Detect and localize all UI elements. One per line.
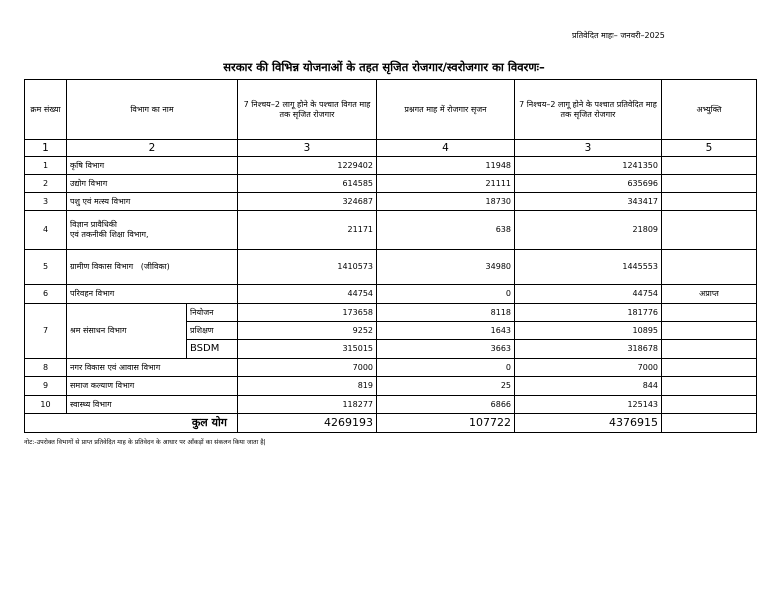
- month-cell: 0: [377, 285, 515, 304]
- department-cell: ग्रामीण विकास विभाग (जीविका): [67, 250, 238, 285]
- prev-cell: 1410573: [238, 250, 377, 285]
- remark-cell: [662, 211, 757, 250]
- department-cell: श्रम संसाधन विभाग: [67, 304, 187, 359]
- month-cell: 638: [377, 211, 515, 250]
- month-cell: 21111: [377, 175, 515, 193]
- total-cell: 44754: [515, 285, 662, 304]
- serial-cell: 3: [25, 193, 67, 211]
- prev-cell: 324687: [238, 193, 377, 211]
- total-cell: 10895: [515, 322, 662, 340]
- month-cell: 11948: [377, 157, 515, 175]
- total-cell: 7000: [515, 359, 662, 377]
- remark-cell: [662, 193, 757, 211]
- department-cell: उद्योग विभाग: [67, 175, 238, 193]
- month-cell: 34980: [377, 250, 515, 285]
- sub-scheme-cell: प्रशिक्षण: [187, 322, 238, 340]
- serial-cell: 6: [25, 285, 67, 304]
- remark-cell: अप्राप्त: [662, 285, 757, 304]
- prev-cell: 7000: [238, 359, 377, 377]
- remark-cell: [662, 304, 757, 322]
- header-row: [25, 80, 757, 140]
- serial-cell: 5: [25, 250, 67, 285]
- total-row: [25, 414, 757, 433]
- total-cell: 318678: [515, 340, 662, 359]
- total-month: 107722: [377, 414, 515, 433]
- table-row: [25, 377, 757, 396]
- department-cell: कृषि विभाग: [67, 157, 238, 175]
- table-row: [25, 285, 757, 304]
- department-cell: पशु एवं मत्स्य विभाग: [67, 193, 238, 211]
- total-remark: [662, 414, 757, 433]
- column-number: 3: [238, 140, 377, 157]
- header-prev-employment: 7 निश्चय–2 लागू होने के पश्चात विगत माह तक सृजित रोजगार: [238, 80, 377, 140]
- column-number: 2: [67, 140, 238, 157]
- total-cell: 21809: [515, 211, 662, 250]
- column-number: 5: [662, 140, 757, 157]
- table-row: [25, 175, 757, 193]
- prev-cell: 21171: [238, 211, 377, 250]
- report-month: प्रतिवेदित माहः– जनवरी–2025: [572, 31, 665, 40]
- month-cell: 3663: [377, 340, 515, 359]
- remark-cell: [662, 157, 757, 175]
- table-row: [25, 250, 757, 285]
- department-cell: परिवहन विभाग: [67, 285, 238, 304]
- header-department: विभाग का नाम: [67, 80, 238, 140]
- department-cell: स्वास्थ्य विभाग: [67, 396, 238, 414]
- serial-cell: 1: [25, 157, 67, 175]
- department-cell: नगर विकास एवं आवास विभाग: [67, 359, 238, 377]
- serial-cell: 2: [25, 175, 67, 193]
- total-label: कुल योग: [25, 414, 238, 433]
- table-row: [25, 211, 757, 250]
- remark-cell: [662, 250, 757, 285]
- employment-table: [24, 79, 757, 433]
- sub-scheme-cell: नियोजन: [187, 304, 238, 322]
- total-cell: 844: [515, 377, 662, 396]
- header-total-employment: 7 निश्चय–2 लागू होने के पश्चात प्रतिवेदित माह तक सृजित रोजगार: [515, 80, 662, 140]
- total-cell: 1241350: [515, 157, 662, 175]
- remark-cell: [662, 377, 757, 396]
- month-cell: 1643: [377, 322, 515, 340]
- column-number: 3: [515, 140, 662, 157]
- department-cell: [67, 211, 238, 250]
- remark-cell: [662, 340, 757, 359]
- remark-cell: [662, 396, 757, 414]
- footnote: नोट:-उपरोक्त विभागों से प्राप्त प्रतिवेदित माह के प्रतिवेदन के आधार पर आँकड़ों का संकलन किया जाता है|: [24, 439, 266, 446]
- column-number-row: [25, 140, 757, 157]
- prev-cell: 819: [238, 377, 377, 396]
- total-cell: 343417: [515, 193, 662, 211]
- prev-cell: 9252: [238, 322, 377, 340]
- remark-cell: [662, 322, 757, 340]
- total-cell: 125143: [515, 396, 662, 414]
- serial-cell: 10: [25, 396, 67, 414]
- column-number: 4: [377, 140, 515, 157]
- total-cell: 181776: [515, 304, 662, 322]
- total-total: 4376915: [515, 414, 662, 433]
- serial-cell: 8: [25, 359, 67, 377]
- header-serial: क्रम संख्या: [25, 80, 67, 140]
- page-title: सरकार की विभिन्न योजनाओं के तहत सृजित रोजगार/स्वरोजगार का विवरणः–: [223, 60, 545, 74]
- table-row: [25, 396, 757, 414]
- serial-cell: 7: [25, 304, 67, 359]
- table-row: [25, 157, 757, 175]
- remark-cell: [662, 175, 757, 193]
- prev-cell: 173658: [238, 304, 377, 322]
- serial-cell: 9: [25, 377, 67, 396]
- prev-cell: 118277: [238, 396, 377, 414]
- total-prev: 4269193: [238, 414, 377, 433]
- table-row: [25, 193, 757, 211]
- serial-cell: 4: [25, 211, 67, 250]
- sub-scheme-cell: BSDM: [187, 340, 238, 359]
- remark-cell: [662, 359, 757, 377]
- table-row: [25, 359, 757, 377]
- month-cell: 0: [377, 359, 515, 377]
- department-line: एवं तकनीकी शिक्षा विभाग,: [70, 230, 149, 239]
- table-row: [25, 304, 757, 322]
- prev-cell: 1229402: [238, 157, 377, 175]
- total-cell: 1445553: [515, 250, 662, 285]
- department-line: विज्ञान प्रावैधिकी: [70, 220, 117, 229]
- prev-cell: 315015: [238, 340, 377, 359]
- column-number: 1: [25, 140, 67, 157]
- department-cell: समाज कल्याण विभाग: [67, 377, 238, 396]
- prev-cell: 614585: [238, 175, 377, 193]
- month-cell: 18730: [377, 193, 515, 211]
- header-month-employment: प्रश्नगत माह में रोजगार सृजन: [377, 80, 515, 140]
- month-cell: 6866: [377, 396, 515, 414]
- month-cell: 25: [377, 377, 515, 396]
- header-remarks: अभ्युक्ति: [662, 80, 757, 140]
- prev-cell: 44754: [238, 285, 377, 304]
- total-cell: 635696: [515, 175, 662, 193]
- month-cell: 8118: [377, 304, 515, 322]
